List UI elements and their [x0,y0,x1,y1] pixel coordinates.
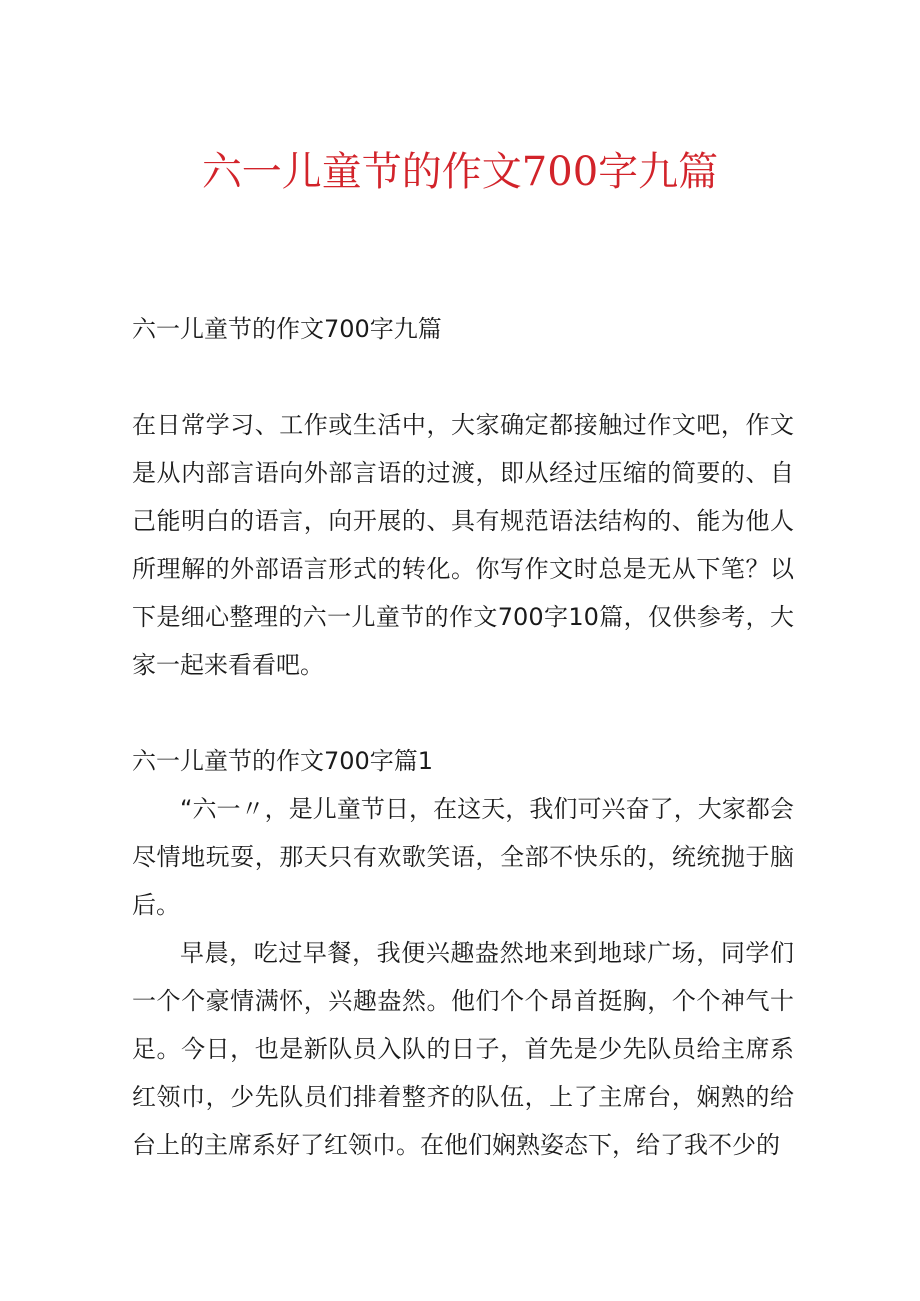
document-title: 六一儿童节的作文700字九篇 [201,149,719,195]
body-paragraph: 早晨，吃过早餐，我便兴趣盎然地来到地球广场，同学们一个个豪情满怀，兴趣盎然。他们个个昂首挺胸，个个神气十足。今日，也是新队员入队的日子，首先是少先队员给主席系红领巾，少先队员们排着整齐的队伍，上了主席台，娴熟的给台上的主席系好了红领巾。在他们娴熟姿态下，给了我不少的 [132,939,794,1159]
intro-paragraph: 在日常学习、工作或生活中，大家确定都接触过作文吧，作文是从内部言语向外部言语的过渡，即从经过压缩的简要的、自己能明白的语言，向开展的、具有规范语法结构的、能为他人所理解的外部语言形式的转化。你写作文时总是无从下笔？以下是细心整理的六一儿童节的作文700字10篇，仅供参考，大家一起来看看吧。 [132,411,794,679]
subtitle: 六一儿童节的作文700字九篇 [132,315,442,343]
spacer [132,689,794,737]
document-body [132,305,794,1169]
page-bottom-margin [0,1277,920,1301]
section-heading: 六一儿童节的作文700字篇1 [132,747,434,775]
body-paragraph: “六一〃，是儿童节日，在这天，我们可兴奋了，大家都会尽情地玩耍，那天只有欢歌笑语，全部不快乐的，统统抛于脑后。 [132,795,794,919]
spacer [132,353,794,401]
